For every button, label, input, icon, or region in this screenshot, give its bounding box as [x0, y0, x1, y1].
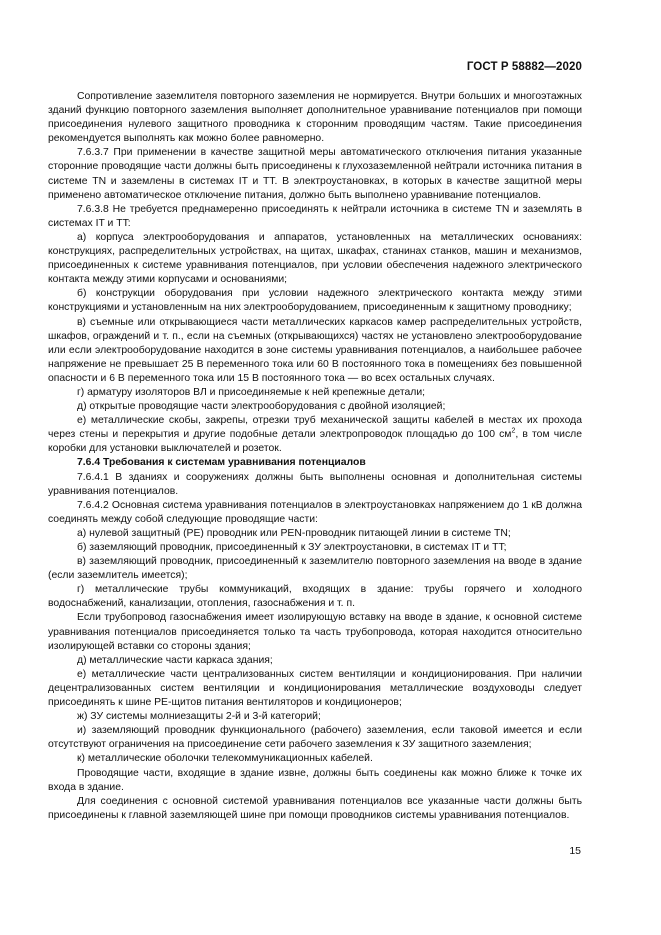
- paragraph: Для соединения с основной системой уравнивания потенциалов все указанные части должны быть присоединены к главной заземляющей шине при помощи проводников системы уравнивания потенциалов.: [48, 795, 582, 821]
- paragraph: Проводящие части, входящие в здание извне, должны быть соединены как можно ближе к точке их входа в здание.: [48, 767, 582, 793]
- standard-code: ГОСТ Р 58882—2020: [466, 61, 582, 73]
- list-item: е) металлические части централизованных систем вентиляции и кондиционирования. При наличии децентрализованных систем вентиляции и кондиционирования металлические воздуховоды следует присоединять к шине PE-щитов питания вентиляторов и кондиционеров;: [48, 668, 582, 709]
- list-item: г) арматуру изоляторов ВЛ и присоединяемые к ней крепежные детали;: [77, 386, 426, 398]
- list-item-text-tail: , в том числе коробки для установки выключателей и розеток.: [48, 429, 582, 455]
- paragraph: 7.6.4.1 В зданиях и сооружениях должны быть выполнены основная и дополнительная системы уравнивания потенциалов.: [48, 471, 582, 497]
- paragraph: 7.6.3.7 При применении в качестве защитной меры автоматического отключения питания указанные сторонние проводящие части должны быть присоединены к глухозаземленной нейтрали источника питания в системе TN и заземлены в системах IT и TT. В электроустановках, в которых в качестве защитной меры применено автоматическое отключение питания, должно быть выполнено уравнивание потенциалов.: [48, 147, 582, 201]
- list-item: б) конструкции оборудования при условии надежного электрического контакта между этими конструкциями и установленным на них электрооборудованием, присоединенным к защитному проводнику;: [48, 288, 582, 314]
- list-item-text: е) металлические скобы, закрепы, отрезки труб механической защиты кабелей в местах их прохода через стены и перекрытия и другие подобные детали электропроводок площадью до 100 см: [48, 415, 582, 441]
- list-item: а) корпуса электрооборудования и аппаратов, установленных на металлических основаниях: конструкциях, распределительных устройствах, на щитах, шкафах, станинах станков, машин и механизмов, присоединенных к системе уравнивания потенциалов, при условии обеспечения надежного электрического контакта между этими корпусами и основаниями;: [48, 231, 582, 286]
- list-item: в) съемные или открывающиеся части металлических каркасов камер распределительных устройств, шкафов, ограждений и т. п., если на съемных (открывающихся) частях не установлено электрооборудование или если электрооборудование находится в зоне системы уравнивания потенциалов, а наибольшее рабочее напряжение не превышает 25 В переменного тока или 60 В постоянного тока в помещениях без повышенной опасности и 6 В переменного тока или 15 В постоянного тока — во всех остальных случаях.: [48, 316, 582, 384]
- page-number: 15: [569, 845, 581, 857]
- superscript: 2: [511, 427, 516, 435]
- list-item: а) нулевой защитный (PE) проводник или PEN-проводник питающей линии в системе TN;: [77, 527, 511, 539]
- list-item: д) металлические части каркаса здания;: [77, 654, 273, 666]
- list-item: в) заземляющий проводник, присоединенный к заземлителю повторного заземления на вводе в здание (если заземлитель имеется);: [48, 556, 582, 582]
- list-item: д) открытые проводящие части электрооборудования с двойной изоляцией;: [77, 401, 446, 413]
- paragraph: 7.6.3.8 Не требуется преднамеренно присоединять к нейтрали источника в системе TN и заземлять в системах IT и TT:: [48, 203, 582, 229]
- paragraph: Сопротивление заземлителя повторного заземления не нормируется. Внутри больших и многоэтажных зданий функцию повторного заземления выполняет дополнительное уравнивание потенциалов при помощи присоединения нулевого защитного проводника к сторонним проводящим частям. Такие присоединения рекомендуется выполнять как можно более равномерно.: [48, 91, 582, 145]
- list-item: г) металлические трубы коммуникаций, входящих в здание: трубы горячего и холодного водоснабжений, канализации, отопления, газоснабжения и т. п.: [48, 584, 582, 610]
- list-item: к) металлические оболочки телекоммуникационных кабелей.: [77, 753, 373, 765]
- section-heading: 7.6.4 Требования к системам уравнивания потенциалов: [77, 457, 366, 469]
- list-item: и) заземляющий проводник функционального (рабочего) заземления, если таковой имеется и если отсутствуют ограничения на присоединение сети рабочего заземления к ЗУ защитного заземления;: [48, 725, 582, 751]
- paragraph: Если трубопровод газоснабжения имеет изолирующую вставку на вводе в здание, к основной системе уравнивания потенциалов присоединяется только та часть трубопровода, которая находится относительно изолирующей вставки со стороны здания;: [48, 612, 582, 652]
- list-item: б) заземляющий проводник, присоединенный к ЗУ электроустановки, в системах IT и TT;: [77, 542, 507, 553]
- document-body: [48, 90, 582, 823]
- list-item: ж) ЗУ системы молниезащиты 2-й и 3-й категорий;: [77, 711, 321, 723]
- paragraph: 7.6.4.2 Основная система уравнивания потенциалов в электроустановках напряжением до 1 кВ должна соединять между собой следующие проводящие части:: [48, 499, 582, 525]
- list-item: [48, 414, 582, 456]
